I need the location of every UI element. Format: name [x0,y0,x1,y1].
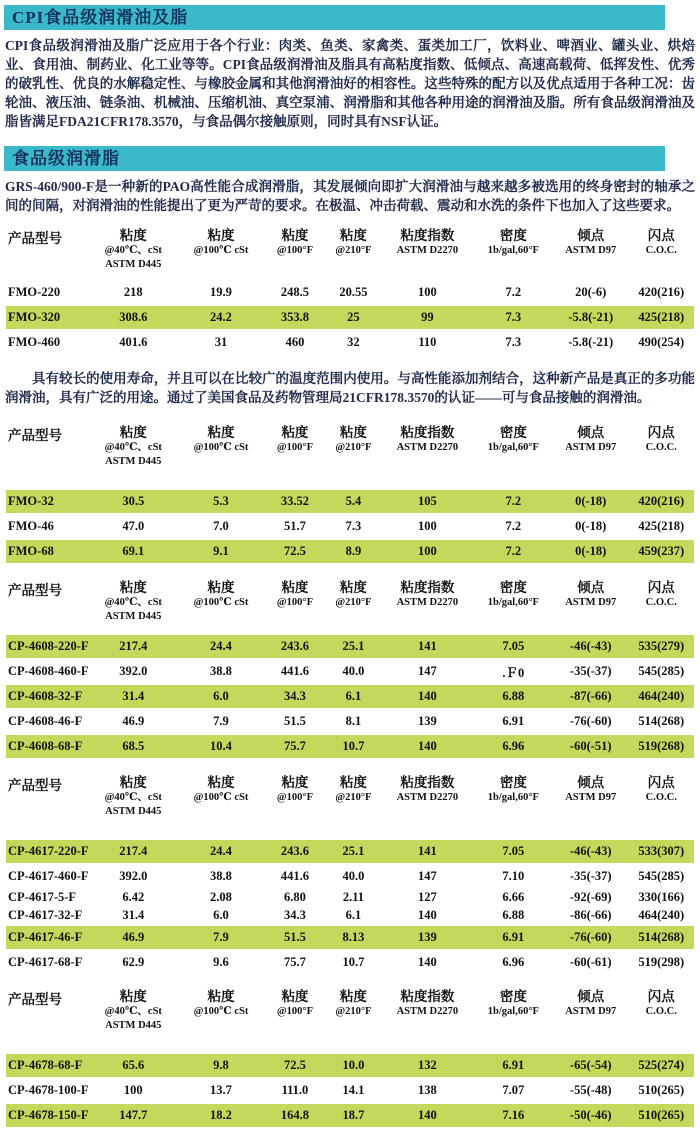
table-cell: 140 [417,955,437,969]
table-row [6,1103,694,1128]
column-header-product: 产品型号 [8,231,62,246]
table-cell: 8.9 [326,539,381,564]
product-model: FMO-220 [8,285,61,299]
table-cell: -5.8(-21) [553,305,629,330]
table-cell: 441.6 [280,664,309,678]
table-cell: 34.3 [284,907,306,922]
column-header: 密度 1b/gal,60°F [487,580,539,608]
table-cell: 464(240) [638,907,685,922]
column-header-product: 产品型号 [8,992,62,1007]
column-header: 密度 1b/gal,60°F [487,425,539,453]
table-cell: 7.2 [505,519,522,533]
table-cell: 139 [417,714,437,728]
table-cell: 31.4 [122,907,145,922]
table-cell: 514(268) [629,925,694,950]
table-header-row [6,988,694,1053]
table-cell: 7.2 [505,285,522,299]
table-cell: 7.05 [474,839,553,864]
table-cell: 425(218) [638,519,685,533]
table-cell: 20(-6) [575,285,607,299]
table-cell: 62.9 [122,955,145,969]
column-header: 闪点 C.O.C. [645,989,677,1017]
table-cell: 7.0 [213,519,229,533]
table-cell: 8.13 [326,925,381,950]
spec-table [6,424,694,565]
column-header: 密度 1b/gal,60°F [487,228,539,256]
table-cell: 24.4 [178,634,264,659]
column-header: 倾点 ASTM D97 [565,775,617,803]
table-cell: 110 [418,335,437,349]
table-cell: 100 [381,539,474,564]
table-row [6,734,694,759]
table-cell: 510(265) [638,1083,685,1097]
table-cell: 7.3 [345,519,362,533]
table-cell: 7.2 [474,489,553,514]
table-cell: 545(285) [638,664,685,678]
table-row [6,839,694,864]
table-cell: 10.4 [178,734,264,759]
column-header: 粘度 @100℃ cSt [193,228,249,256]
table-row [6,281,694,305]
table-cell: -76(-60) [553,925,629,950]
table-cell: 8.1 [345,714,362,728]
product-model: CP-4617-460-F [8,869,89,883]
table-cell: 464(240) [629,684,694,709]
table-cell: 141 [381,634,474,659]
column-header: 粘度 @40℃、cSt ASTM D445 [104,775,162,817]
table-cell: 25.1 [326,839,381,864]
column-header: 粘度 @40℃、cSt ASTM D445 [104,580,162,622]
table-cell: 7.3 [474,305,553,330]
paragraph-mid: 具有较长的使用寿命，并且可以在比较广的温度范围内使用。与高性能添加剂结合，这种新产品是真正的多功能润滑油，具有广泛的用途。通过了美国食品及药物管理局21CFR178.3570的认证——可与食品接触的润滑油。 [5,371,695,405]
table-row [6,906,694,925]
table-cell: 6.91 [474,925,553,950]
column-header: 粘度 @210°F [335,775,372,803]
table-cell: 30.5 [89,489,178,514]
product-model: CP-4617-32-F [8,907,83,922]
column-header: 闪点 C.O.C. [645,775,677,803]
product-model: CP-4608-220-F [6,634,89,659]
column-header: 粘度 @210°F [335,989,372,1017]
table-cell: 490(254) [638,335,685,349]
table-cell: 9.6 [213,955,229,969]
spec-table-cp4678 [6,988,694,1129]
table-cell: 51.5 [284,714,306,728]
table-cell: 24.2 [178,305,264,330]
product-model: CP-4617-220-F [6,839,89,864]
table-cell: 38.8 [210,664,232,678]
table-header-row [6,579,694,634]
table-header-row [6,227,694,281]
table-cell: 51.7 [284,519,306,533]
table-row [6,925,694,950]
table-cell: -86(-66) [569,907,612,922]
table-cell: -76(-60) [569,714,612,728]
table-cell: 7.10 [502,869,525,883]
table-cell: 140 [417,907,437,922]
table-cell: 545(285) [638,869,685,883]
table-cell: 164.8 [264,1103,326,1128]
table-cell: 139 [381,925,474,950]
column-header: 粘度 @40℃、cSt ASTM D445 [104,228,162,270]
table-cell: 140 [381,1103,474,1128]
table-row [6,539,694,564]
table-cell: 34.3 [264,684,326,709]
table-cell: 65.6 [89,1053,178,1078]
column-header: 粘度 @210°F [335,228,372,256]
paragraph-grease: GRS-460/900-F是一种新的PAO高性能合成润滑脂，其发展倾向即扩大润滑油与越来越多被选用的终身密封的轴承之间的间隔，对润滑油的性能提出了更为严苛的要求。在极温、冲击荷载、震动和水洗的条件下也加入了这些要求。 [5,179,695,213]
table-cell: 38.8 [210,869,232,883]
table-cell: 217.4 [89,839,178,864]
table-row [6,305,694,330]
table-cell: 72.5 [264,1053,326,1078]
table-cell: 460 [285,335,305,349]
table-cell: 33.52 [264,489,326,514]
table-row [6,659,694,684]
table-cell: 7.9 [213,714,229,728]
table-cell: 533(307) [629,839,694,864]
table-cell: 140 [381,684,474,709]
table-cell: 31.4 [89,684,178,709]
product-model: FMO-68 [6,539,89,564]
table-cell: 10.7 [326,734,381,759]
table-cell: 141 [381,839,474,864]
table-cell: 6.42 [122,889,145,904]
table-header-row [6,424,694,489]
table-cell: 10.0 [326,1053,381,1078]
table-cell: 425(218) [629,305,694,330]
table-cell: .Ｆ0 [502,665,525,680]
spec-table-cp4608 [6,579,694,760]
table-cell: 6.96 [474,734,553,759]
column-header: 粘度指数 ASTM D2270 [396,580,459,608]
column-header: 粘度指数 ASTM D2270 [396,228,459,256]
table-cell: 32 [347,335,360,349]
product-model: CP-4608-32-F [6,684,89,709]
table-cell: 6.1 [326,684,381,709]
table-cell: 248.5 [280,285,309,299]
table-cell: 525(274) [629,1053,694,1078]
product-model: CP-4678-150-F [6,1103,89,1128]
spec-table [6,774,694,974]
product-model: CP-4678-100-F [8,1083,89,1097]
table-cell: 392.0 [119,869,148,883]
column-header: 闪点 C.O.C. [645,228,677,256]
table-cell: 69.1 [89,539,178,564]
product-model: FMO-46 [8,519,54,533]
table-cell: 0(-18) [553,489,629,514]
column-header: 粘度 @100℃ cSt [193,580,249,608]
table-cell: 510(265) [629,1103,694,1128]
table-cell: -60(-51) [553,734,629,759]
table-cell: -60(-61) [569,955,612,969]
table-cell: 99 [381,305,474,330]
table-cell: 7.16 [474,1103,553,1128]
column-header-product: 产品型号 [8,778,62,793]
column-header: 倾点 ASTM D97 [565,228,617,256]
table-cell: 100 [417,285,437,299]
column-header: 粘度 @40℃、cSt ASTM D445 [104,425,162,467]
table-cell: 9.8 [178,1053,264,1078]
spec-table [6,579,694,760]
table-row [6,888,694,906]
table-cell: 100 [417,519,437,533]
table-cell: 40.0 [342,664,365,678]
table-cell: 420(216) [638,285,685,299]
table-cell: 147 [417,869,437,883]
table-cell: 111.0 [281,1083,309,1097]
column-header: 粘度 @100°F [276,425,313,453]
table-row [6,864,694,888]
product-model: CP-4617-5-F [8,889,77,904]
table-cell: 40.0 [342,869,365,883]
spec-table-fmo-heavy [6,227,694,354]
table-cell: 31 [214,335,228,349]
table-cell: 24.4 [178,839,264,864]
table-cell: 353.8 [264,305,326,330]
table-cell: 420(216) [629,489,694,514]
table-cell: 535(279) [629,634,694,659]
column-header: 粘度指数 ASTM D2270 [396,425,459,453]
product-model: FMO-460 [8,335,61,349]
table-cell: 5.3 [178,489,264,514]
table-cell: 7.05 [474,634,553,659]
column-header: 闪点 C.O.C. [645,425,677,453]
product-model: CP-4608-46-F [8,714,83,728]
table-row [6,709,694,734]
table-cell: 6.0 [213,907,229,922]
table-cell: 243.6 [264,634,326,659]
table-cell: 51.5 [264,925,326,950]
table-cell: -55(-48) [569,1083,612,1097]
table-cell: -46(-43) [553,839,629,864]
column-header: 粘度指数 ASTM D2270 [396,775,459,803]
product-model: FMO-32 [6,489,89,514]
table-cell: 20.55 [339,285,368,299]
table-cell: 25 [326,305,381,330]
column-header: 倾点 ASTM D97 [565,580,617,608]
column-header: 粘度 @100℃ cSt [193,425,249,453]
table-row [6,1053,694,1078]
table-row [6,950,694,974]
column-header-product: 产品型号 [8,583,62,598]
column-header: 粘度 @40℃、cSt ASTM D445 [104,989,162,1031]
table-cell: 6.91 [474,1053,553,1078]
column-header: 粘度 @100℃ cSt [193,989,249,1017]
paragraph-intro: CPI食品级润滑油及脂广泛应用于各个行业：肉类、鱼类、家禽类、蛋类加工厂，饮料业、啤酒业、罐头业、烘焙业、食用油、制药业、化工业等等。CPI食品级润滑油及脂具有高粘度指数、低倾点、高速高载荷、低挥发性、优秀的破乳性、优良的水解稳定性、与橡胶金属和其他润滑油好的相容性。这些特殊的配方以及优点适用于各种工况：齿轮油、液压油、链条油、机械油、压缩机油、真空泵浦、润滑脂和其他各种用途的润滑油及脂。所有食品级润滑油及脂皆满足FDA21CFR178.3570，与食品偶尔接触原则，同时具有NSF认证。 [5,38,695,129]
table-cell: 6.1 [345,907,362,922]
column-header: 粘度 @100°F [276,989,313,1017]
table-cell: -65(-54) [553,1053,629,1078]
table-cell: 308.6 [89,305,178,330]
table-cell: 392.0 [119,664,148,678]
column-header: 倾点 ASTM D97 [565,989,617,1017]
table-cell: -46(-43) [553,634,629,659]
table-cell: 6.88 [474,684,553,709]
table-cell: 401.6 [119,335,148,349]
table-row [6,1078,694,1103]
table-cell: 147 [417,664,437,678]
table-cell: 459(237) [629,539,694,564]
column-header: 粘度 @100°F [276,580,313,608]
table-cell: 105 [381,489,474,514]
table-cell: -5.8(-21) [568,335,614,349]
table-cell: 75.7 [284,955,306,969]
table-cell: 46.9 [89,925,178,950]
table-cell: 217.4 [89,634,178,659]
table-cell: 14.1 [342,1083,365,1097]
spec-table [6,227,694,354]
table-cell: -35(-37) [569,664,612,678]
column-header: 倾点 ASTM D97 [565,425,617,453]
table-cell: -92(-69) [569,889,612,904]
table-cell: -50(-46) [553,1103,629,1128]
table-cell: 75.7 [264,734,326,759]
spec-table [6,988,694,1129]
table-cell: 514(268) [638,714,685,728]
table-cell: 47.0 [122,519,145,533]
table-cell: 218 [123,285,143,299]
column-header: 粘度 @210°F [335,580,372,608]
table-cell: -35(-37) [569,869,612,883]
column-header: 粘度 @100°F [276,228,313,256]
table-cell: 6.96 [502,955,525,969]
table-cell: 6.91 [502,714,525,728]
table-row [6,330,694,354]
section-header-food-grease [4,146,665,171]
table-cell: 6.80 [284,889,306,904]
column-header: 密度 1b/gal,60°F [487,989,539,1017]
column-header: 粘度 @210°F [335,425,372,453]
section-header-food-lubricants [4,5,665,30]
product-model: FMO-320 [6,305,89,330]
product-model: CP-4608-460-F [8,664,89,678]
table-cell: 100 [123,1083,143,1097]
table-cell: 0(-18) [553,539,629,564]
column-header: 粘度 @100°F [276,775,313,803]
table-cell: 9.1 [178,539,264,564]
table-cell: -87(-66) [553,684,629,709]
product-model: CP-4608-68-F [6,734,89,759]
column-header: 密度 1b/gal,60°F [487,775,539,803]
table-cell: 519(268) [629,734,694,759]
section-title-food-lubricants: CPI食品级润滑油及脂 [12,8,189,27]
spec-table-fmo-light [6,424,694,565]
table-row [6,514,694,539]
table-cell: 10.7 [342,955,365,969]
table-cell: 6.88 [502,907,525,922]
table-cell: 132 [381,1053,474,1078]
table-row [6,489,694,514]
table-cell: 5.4 [326,489,381,514]
table-cell: 330(166) [638,889,685,904]
table-header-row [6,774,694,839]
table-cell: 6.66 [502,889,525,904]
table-cell: 18.2 [178,1103,264,1128]
table-cell: 7.3 [505,335,522,349]
table-cell: 127 [417,889,437,904]
table-cell: 25.1 [326,634,381,659]
table-cell: 519(298) [638,955,685,969]
table-cell: 0(-18) [575,519,607,533]
product-model: CP-4617-46-F [6,925,89,950]
column-header: 粘度指数 ASTM D2270 [396,989,459,1017]
table-cell: 2.08 [210,889,232,904]
table-cell: 441.6 [280,869,309,883]
product-model: CP-4678-68-F [6,1053,89,1078]
product-model: CP-4617-68-F [8,955,83,969]
table-cell: 13.7 [210,1083,232,1097]
table-cell: 18.7 [326,1103,381,1128]
table-cell: 46.9 [122,714,145,728]
column-header-product: 产品型号 [8,428,62,443]
table-cell: 147.7 [89,1103,178,1128]
table-cell: 7.9 [178,925,264,950]
table-row [6,634,694,659]
table-cell: 243.6 [264,839,326,864]
table-cell: 138 [417,1083,437,1097]
table-cell: 2.11 [342,889,364,904]
table-cell: 6.0 [178,684,264,709]
table-cell: 19.9 [210,285,232,299]
column-header: 闪点 C.O.C. [645,580,677,608]
table-cell: 7.07 [502,1083,525,1097]
section-title-food-grease: 食品级润滑脂 [12,149,120,168]
spec-table-cp4617 [6,774,694,974]
table-cell: 68.5 [89,734,178,759]
table-row [6,684,694,709]
column-header: 粘度 @100℃ cSt [193,775,249,803]
table-cell: 140 [381,734,474,759]
table-cell: 7.2 [474,539,553,564]
table-cell: 72.5 [264,539,326,564]
